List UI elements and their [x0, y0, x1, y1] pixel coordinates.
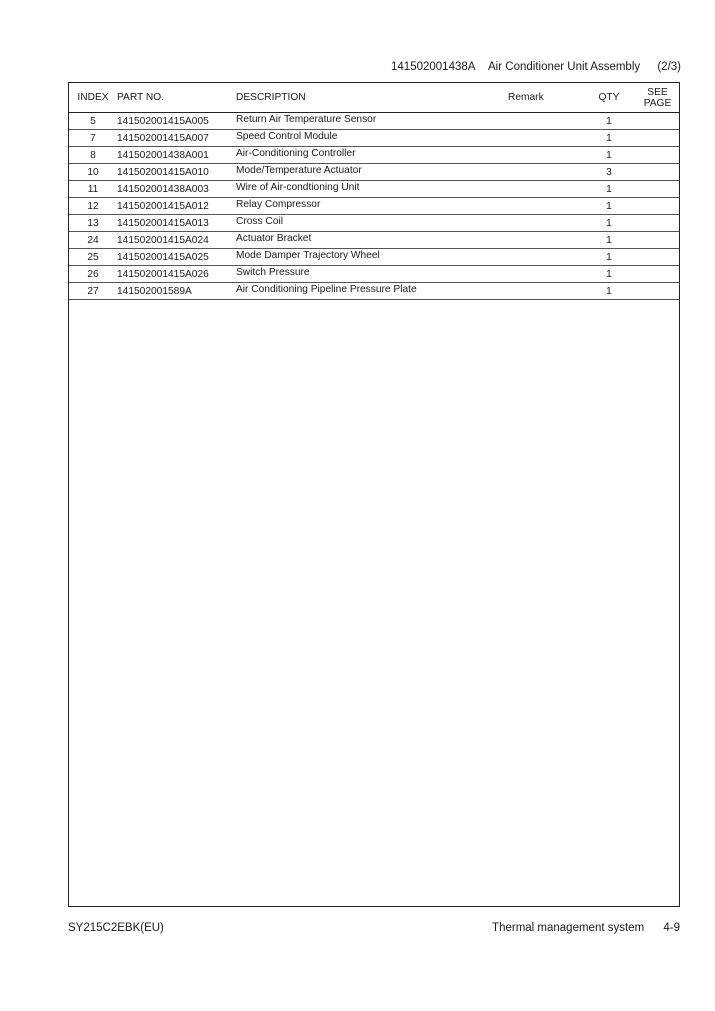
- footer-right: [492, 922, 680, 934]
- cell-remark: [490, 266, 582, 283]
- cell-qty: 1: [582, 198, 636, 215]
- cell-part-no: 141502001589A: [117, 283, 236, 300]
- cell-see-page: [636, 113, 679, 130]
- section-title: Thermal management system: [492, 922, 645, 934]
- cell-description: Mode/Temperature Actuator: [236, 162, 490, 179]
- cell-index: 27: [69, 283, 117, 300]
- page-number: 4-9: [663, 922, 680, 934]
- cell-see-page: [636, 130, 679, 147]
- cell-see-page: [636, 198, 679, 215]
- parts-table: [69, 83, 679, 300]
- cell-part-no: 141502001415A013: [117, 215, 236, 232]
- cell-qty: 1: [582, 113, 636, 130]
- cell-description: Air-Conditioning Controller: [236, 145, 490, 162]
- page-header: [391, 61, 681, 73]
- cell-qty: 1: [582, 147, 636, 164]
- cell-qty: 1: [582, 232, 636, 249]
- table-row: [69, 283, 679, 300]
- cell-see-page: [636, 266, 679, 283]
- cell-remark: [490, 215, 582, 232]
- cell-remark: [490, 147, 582, 164]
- assembly-name: Air Conditioner Unit Assembly: [488, 61, 641, 73]
- column-header-see-page: [636, 83, 679, 113]
- cell-index: 11: [69, 181, 117, 198]
- cell-description: Wire of Air-condtioning Unit: [236, 179, 490, 196]
- cell-index: 5: [69, 113, 117, 130]
- cell-remark: [490, 181, 582, 198]
- cell-part-no: 141502001415A026: [117, 266, 236, 283]
- cell-index: 13: [69, 215, 117, 232]
- cell-qty: 1: [582, 249, 636, 266]
- parts-table-body: [69, 113, 679, 300]
- see-page-line2: PAGE: [643, 97, 672, 109]
- cell-see-page: [636, 181, 679, 198]
- cell-description: Air Conditioning Pipeline Pressure Plate: [236, 281, 490, 298]
- cell-part-no: 141502001415A005: [117, 113, 236, 130]
- column-header-part-no: PART NO.: [117, 83, 236, 113]
- cell-description: Return Air Temperature Sensor: [236, 111, 490, 128]
- cell-index: 8: [69, 147, 117, 164]
- cell-remark: [490, 164, 582, 181]
- column-header-index: INDEX: [69, 83, 117, 113]
- cell-part-no: 141502001415A012: [117, 198, 236, 215]
- cell-remark: [490, 113, 582, 130]
- cell-qty: 1: [582, 266, 636, 283]
- cell-part-no: 141502001415A007: [117, 130, 236, 147]
- column-header-qty: QTY: [582, 83, 636, 113]
- cell-qty: 3: [582, 164, 636, 181]
- page-fraction: (2/3): [657, 61, 681, 73]
- assembly-number: 141502001438A: [391, 61, 475, 73]
- cell-remark: [490, 130, 582, 147]
- cell-qty: 1: [582, 283, 636, 300]
- cell-index: 24: [69, 232, 117, 249]
- cell-remark: [490, 249, 582, 266]
- cell-description: Cross Coil: [236, 213, 490, 230]
- cell-remark: [490, 232, 582, 249]
- cell-part-no: 141502001415A024: [117, 232, 236, 249]
- cell-qty: 1: [582, 181, 636, 198]
- cell-index: 26: [69, 266, 117, 283]
- cell-qty: 1: [582, 215, 636, 232]
- cell-see-page: [636, 249, 679, 266]
- cell-description: Actuator Bracket: [236, 230, 490, 247]
- see-page-line1: SEE: [647, 86, 668, 98]
- cell-index: 25: [69, 249, 117, 266]
- table-header-row: [69, 83, 679, 113]
- cell-index: 12: [69, 198, 117, 215]
- cell-part-no: 141502001438A003: [117, 181, 236, 198]
- cell-index: 10: [69, 164, 117, 181]
- cell-see-page: [636, 283, 679, 300]
- cell-see-page: [636, 164, 679, 181]
- cell-qty: 1: [582, 130, 636, 147]
- cell-see-page: [636, 215, 679, 232]
- cell-part-no: 141502001415A010: [117, 164, 236, 181]
- machine-model: SY215C2EBK(EU): [68, 922, 164, 934]
- parts-list-frame: [68, 82, 680, 907]
- cell-description: Speed Control Module: [236, 128, 490, 145]
- cell-description: Switch Pressure: [236, 264, 490, 281]
- column-header-description: DESCRIPTION: [236, 83, 490, 113]
- cell-description: Relay Compressor: [236, 196, 490, 213]
- cell-see-page: [636, 147, 679, 164]
- cell-index: 7: [69, 130, 117, 147]
- cell-description: Mode Damper Trajectory Wheel: [236, 247, 490, 264]
- cell-part-no: 141502001438A001: [117, 147, 236, 164]
- column-header-remark: Remark: [490, 83, 582, 113]
- cell-part-no: 141502001415A025: [117, 249, 236, 266]
- cell-remark: [490, 198, 582, 215]
- cell-see-page: [636, 232, 679, 249]
- cell-remark: [490, 283, 582, 300]
